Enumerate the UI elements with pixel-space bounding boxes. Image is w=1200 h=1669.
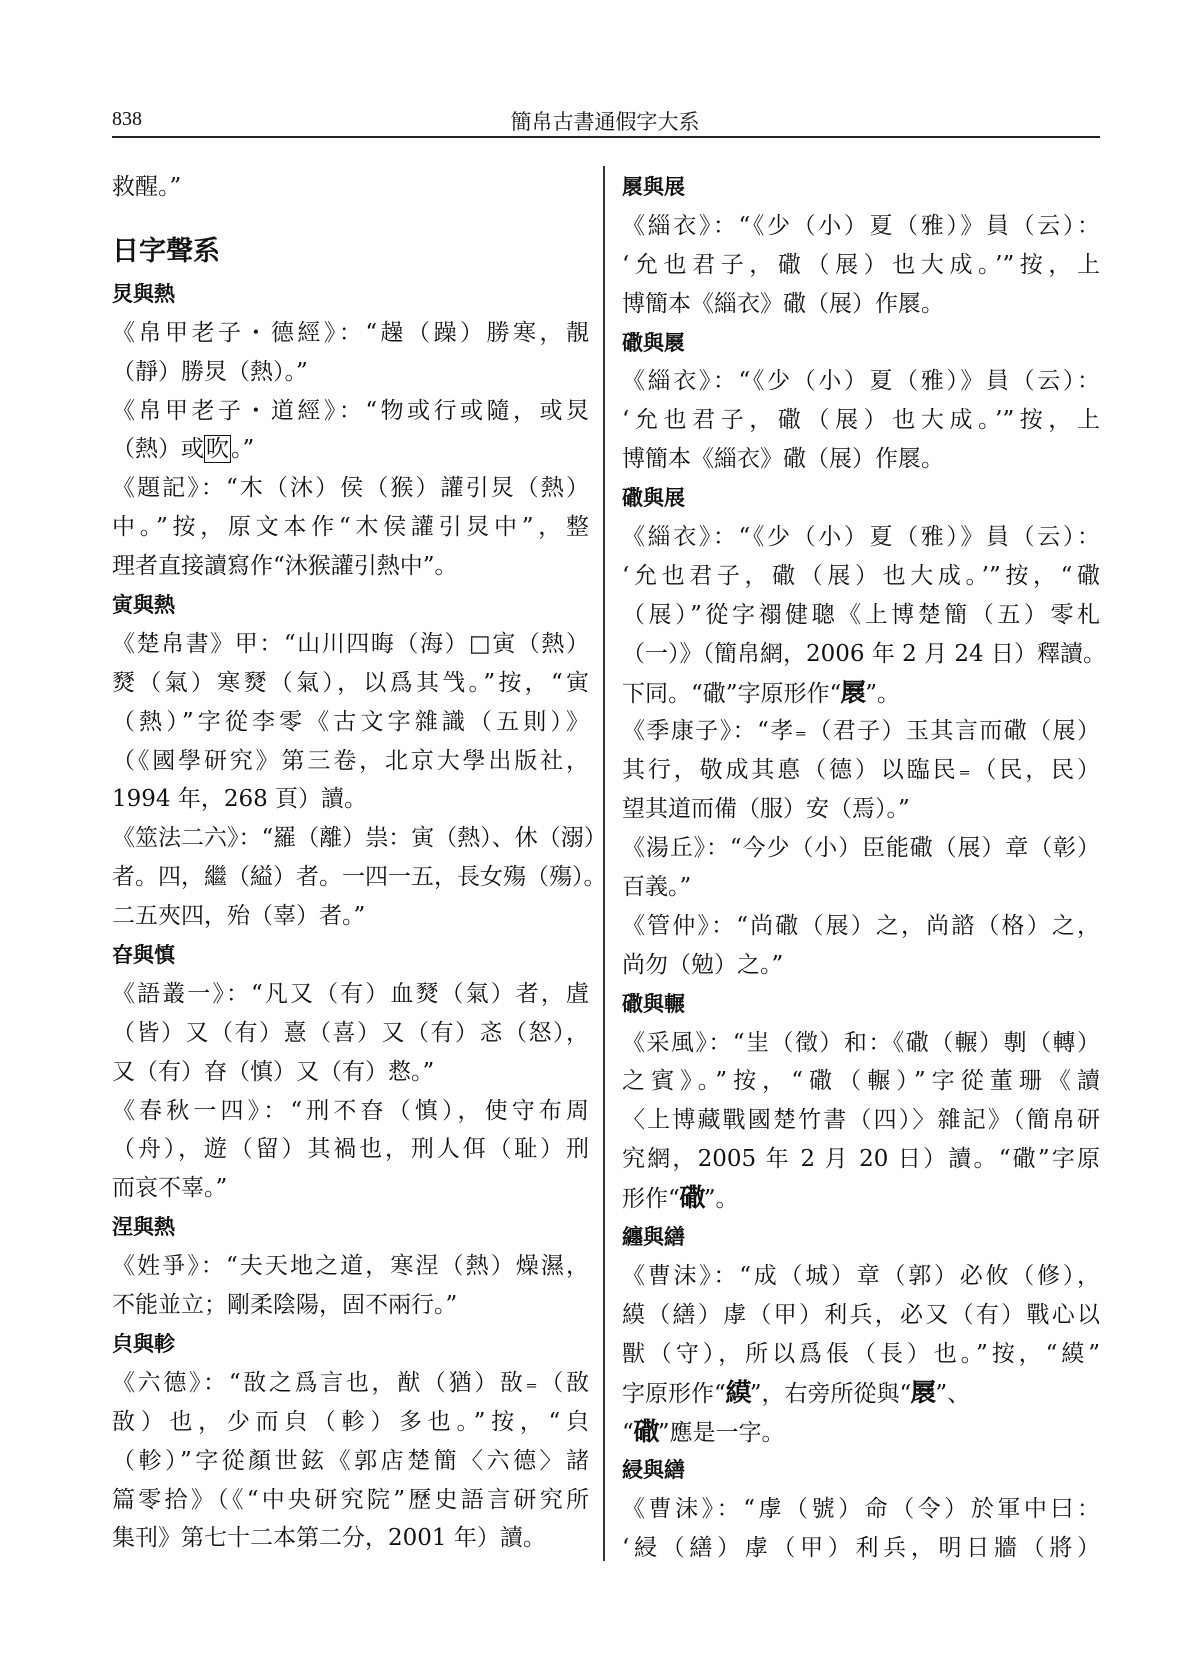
entry-line: 中。”按，原文本作“木侯讙引炅中”，整: [112, 514, 589, 541]
text-span: ”。: [865, 680, 901, 707]
entry-heading: 䃟與輾: [622, 991, 685, 1016]
entry-line: 《曹沫》：“虖（號）命（令）於軍中曰：: [622, 1496, 1100, 1523]
entry-line: 《楚帛書》甲：“山川四晦（海）□寅（熱）: [112, 630, 589, 657]
entry-line: 之賓》。”按，“䃟（輾）”字從董珊《讀: [622, 1068, 1100, 1095]
entry-line: ‘允也君子，䃟（展）也大成。’”按，“䃟: [622, 562, 1100, 589]
entry-line: 《六德》：“敔之爲言也，猷（猶）敔₌（敔: [112, 1369, 589, 1396]
entry-line: 《緇衣》：“《少（小）夏（雅）》員（云）：: [622, 368, 1100, 395]
entry-line: 燹（氣）寒燹（氣），以爲其㦰。”按，“寅: [112, 669, 589, 696]
entry-line: 《湯丘》：“今少（小）臣能䃟（展）章（彰）: [622, 835, 1100, 862]
entry-line: （熱）”字從李零《古文字雜識（五則）》: [112, 708, 589, 735]
entry-line: 《緇衣》：“《少（小）夏（雅）》員（云）：: [622, 212, 1100, 239]
entry-line: 百義。”: [622, 874, 692, 901]
ancient-glyph: 㞡: [840, 677, 866, 707]
entry-line: 《春秋一四》：“刑不昚（慎），使守布周: [112, 1097, 589, 1124]
continuation-line: 救醒。”: [112, 174, 182, 200]
ancient-glyph: 䃟: [679, 1183, 705, 1213]
entry-line: 望其道而備（服）安（焉）。”: [622, 796, 910, 823]
entry-line: ‘允也君子，䃟（展）也大成。’”按，上: [622, 251, 1100, 278]
entry-line: 〈上博藏戰國楚竹書（四）〉雜記》（簡帛研: [622, 1107, 1100, 1134]
text-span: ”。: [703, 1186, 739, 1213]
entry-line: ‘綅（繕）虖（甲）利兵，明日牆（將）: [622, 1535, 1100, 1562]
entry-line: 《語叢一》：“凡又（有）血燹（氣）者，虘: [112, 980, 589, 1007]
entry-line: 《季康子》：“孝₌（君子）玉其言而䃟（展）: [622, 718, 1100, 745]
page-header: [112, 104, 1098, 140]
entry-line: 篇零拾》（《“中央研究院”歷史語言研究所: [112, 1486, 589, 1513]
entry-line: 理者直接讀寫作“沐猴讙引熱中”。: [112, 553, 458, 580]
entry-line: 其行，敬成其悳（德）以臨民₌（民，民）: [622, 757, 1100, 784]
entry-heading: 㞡與展: [622, 175, 685, 199]
ancient-glyph: 縸: [725, 1377, 751, 1407]
entry-line: ‘允也君子，䃟（展）也大成。’”按，上: [622, 407, 1100, 434]
entry-line: [622, 1413, 1100, 1452]
entry-line: 敔）也，少而㒵（軫）多也。”按，“㒵: [112, 1408, 589, 1435]
entry-line: 究網，2005 年 2 月 20 日）讀。“䃟”字原: [622, 1146, 1100, 1173]
entry-heading: 涅與熱: [112, 1215, 175, 1240]
entry-line: 博簡本《緇衣》䃟（展）作㞡。: [622, 446, 944, 473]
entry-line: 縸（繕）虖（甲）利兵，必又（有）戰心以: [622, 1301, 1100, 1328]
entry-line: 《曹沫》：“成（城）章（郭）必攸（修），: [622, 1262, 1100, 1289]
text-span: ”應是一字。: [657, 1419, 785, 1446]
entry-line: [112, 430, 589, 469]
header-rule: [112, 136, 1100, 138]
entry-line: 《筮法二六》：“羅（離）祟：寅（熱）、休（溺）: [112, 825, 607, 852]
right-column: [622, 168, 1106, 1568]
entry-heading: 炅與熱: [112, 281, 175, 306]
entry-line: 《帛甲老子・道經》：“物或行或隨，或炅: [112, 397, 589, 424]
entry-line: 《帛甲老子・德經》：“趮（躁）勝寒，靚: [112, 319, 589, 346]
entry-heading: 綅與繕: [622, 1458, 685, 1483]
entry-heading: 䃟與展: [622, 486, 685, 511]
entry-line: 又（有）昚（慎）又（有）慦。”: [112, 1058, 435, 1085]
entry-heading: 昚與慎: [112, 943, 175, 968]
ancient-glyph: 䃟: [633, 1416, 659, 1446]
entry-line: 不能並立；剛柔陰陽，固不兩行。”: [112, 1292, 458, 1319]
entry-line: （一）》（簡帛網，2006 年 2 月 24 日）釋讀。: [622, 640, 1106, 667]
ancient-glyph: 㞡: [910, 1377, 936, 1407]
entry-line: 《姓爭》：“夫天地之道，寒涅（熱）燥濕，: [112, 1253, 589, 1280]
entry-line: 集刊》第七十二本第二分，2001 年）讀。: [112, 1525, 546, 1552]
entry-line: （展）”從字禤健聰《上博楚簡（五）零札: [622, 601, 1100, 628]
entry-line: 獸（守），所以爲倀（長）也。”按，“縸”: [622, 1340, 1100, 1367]
text-span: 。”: [231, 436, 255, 463]
entry-line: [622, 674, 1100, 713]
running-title: 簡帛古書通假字大系: [510, 110, 700, 134]
entry-line: 尚勿（勉）之。”: [622, 951, 784, 978]
entry-line: （舟），遊（留）其禍也，刑人佴（耻）刑: [112, 1136, 589, 1163]
page-number: 838: [112, 108, 142, 130]
entry-line: 二五夾四，殆（辜）者。”: [112, 903, 366, 930]
entry-line: 博簡本《緇衣》䃟（展）作㞡。: [622, 290, 944, 317]
entry-line: 者。四，繼（縊）者。一四一五，長女殤（殤）。: [112, 864, 607, 891]
entry-line: 而哀不辜。”: [112, 1175, 228, 1202]
entry-line: [622, 1374, 1100, 1413]
boxed-character: 吹: [206, 436, 229, 463]
entry-line: （皆）又（有）憙（喜）又（有）忞（怒），: [112, 1019, 589, 1046]
entry-line: （《國學研究》第三卷，北京大學出版社，: [112, 747, 589, 774]
entry-line: （靜）勝炅（熱）。”: [112, 358, 308, 385]
text-span: 字原形作“: [622, 1380, 726, 1407]
entry-line: 《緇衣》：“《少（小）夏（雅）》員（云）：: [622, 524, 1100, 551]
entry-line: 1994 年，268 頁）讀。: [112, 786, 368, 813]
text-span: 形作“: [622, 1186, 680, 1213]
entry-heading: 寅與熱: [112, 593, 175, 618]
text-span: 下同。“䃟”字原形作“: [622, 680, 842, 707]
entry-line: [622, 1179, 1100, 1218]
text-span: ”、: [935, 1380, 971, 1407]
entry-line: 《題記》：“木（沐）侯（猴）讙引炅（熱）: [112, 475, 589, 502]
entry-line: 《管仲》：“尚䃟（展）之，尚諮（格）之，: [622, 912, 1100, 939]
left-column: [112, 168, 607, 1558]
section-title: 日字聲系: [112, 235, 220, 267]
entry-heading: 㒵與軫: [112, 1331, 175, 1356]
text-span: （熱）或: [112, 436, 204, 463]
entry-line: 《采風》：“㞷（徵）和：《䃟（輾）剸（轉）: [622, 1029, 1100, 1056]
entry-heading: 䃟與㞡: [622, 330, 685, 355]
text-span: ”，右旁所從與“: [749, 1380, 912, 1407]
text-span: “: [622, 1419, 634, 1446]
entry-line: （軫）”字從顏世鉉《郭店楚簡〈六德〉諸: [112, 1447, 589, 1474]
entry-heading: 纏與繕: [622, 1225, 685, 1250]
